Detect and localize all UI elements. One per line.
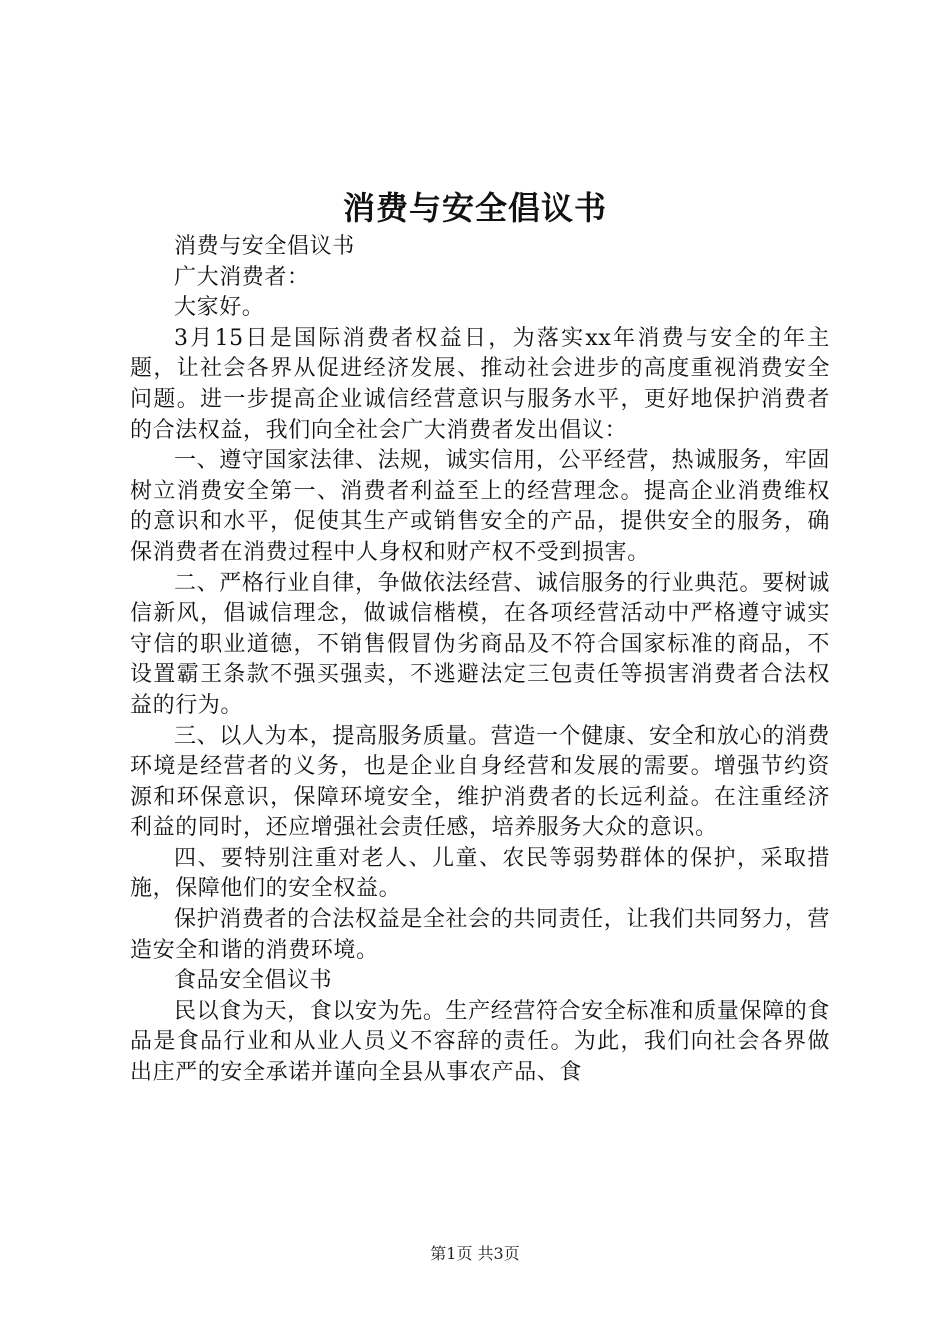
document-title: 消费与安全倡议书 (342, 189, 607, 227)
paragraph-heading: 消费与安全倡议书 (174, 234, 355, 259)
paragraph-item-3: 三、以人为本，提高服务质量。营造一个健康、安全和放心的消费环境是经营者的义务，也是企业自身经营和发展的需要。增强节约资源和环保意识，保障环境安全，维护消费者的长远利益。在注重经济利益的同时，还应增强社会责任感，培养服务大众的意识。 (130, 723, 830, 841)
paragraph-food-heading: 食品安全倡议书 (174, 968, 333, 994)
paragraph-item-2: 二、严格行业自律，争做依法经营、诚信服务的行业典范。要树诚信新风，倡诚信理念，做诚信楷模，在各项经营活动中严格遵守诚实守信的职业道德，不销售假冒伪劣商品及不符合国家标准的商品，不设置霸王条款不强买强卖，不逃避法定三包责任等损害消费者合法权益的行为。 (130, 570, 830, 718)
paragraph-food-intro: 民以食为天，食以安为先。生产经营符合安全标准和质量保障的食品是食品行业和从业人员义不容辞的责任。为此，我们向社会各界做出庄严的安全承诺并谨向全县从事农产品、食 (130, 998, 830, 1086)
paragraph-salutation: 广大消费者： (174, 264, 310, 290)
paragraph-conclusion: 保护消费者的合法权益是全社会的共同责任，让我们共同努力，营造安全和谐的消费环境。 (130, 907, 830, 963)
document-body (130, 232, 830, 1089)
page-number-footer: 第1页 共3页 (430, 1244, 520, 1263)
paragraph-item-1: 一、遵守国家法律、法规，诚实信用，公平经营，热诚服务，牢固树立消费安全第一、消费者利益至上的经营理念。提高企业消费维权的意识和水平，促使其生产或销售安全的产品，提供安全的服务，确保消费者在消费过程中人身权和财产权不受到损害。 (130, 448, 830, 565)
paragraph-greeting: 大家好。 (174, 295, 265, 321)
paragraph-intro: 3月15日是国际消费者权益日，为落实xx年消费与安全的年主题，让社会各界从促进经济发展、推动社会进步的高度重视消费安全问题。进一步提高企业诚信经营意识与服务水平，更好地保护消费者的合法权益，我们向全社会广大消费者发出倡议： (130, 325, 830, 443)
paragraph-item-4: 四、要特别注重对老人、儿童、农民等弱势群体的保护，采取措施，保障他们的安全权益。 (130, 845, 830, 902)
